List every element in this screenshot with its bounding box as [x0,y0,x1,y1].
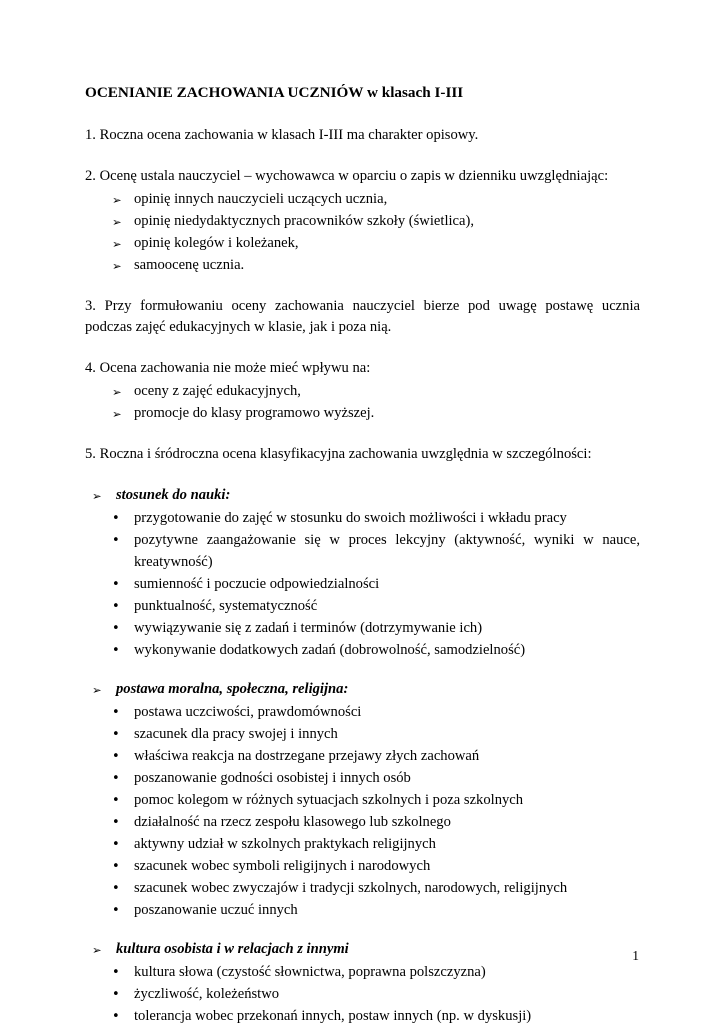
list-item-text: życzliwość, koleżeństwo [134,985,280,1002]
arrow-bullet-icon: ➢ [112,258,122,273]
arrow-bullet-icon: ➢ [92,942,102,957]
list-item-text: promocje do klasy programowo wyższej. [134,405,375,422]
dot-bullet-icon: • [112,748,120,764]
list-item [85,878,640,900]
dot-bullet-icon: • [112,511,120,527]
dot-bullet-icon: • [112,620,120,636]
list-item-text: aktywny udział w szkolnych praktykach religijnych [134,835,436,852]
list-item-text: szacunek wobec symboli religijnych i narodowych [134,857,431,874]
section-heading-text: postawa moralna, społeczna, religijna: [116,680,349,697]
section-heading-text: kultura osobista i w relacjach z innymi [116,940,349,957]
list-item-text: poszanowanie uczuć innych [134,901,298,918]
list-item-text: tolerancja wobec przekonań innych, postaw innych (np. w dyskusji) [134,1007,532,1024]
list-item [85,856,640,878]
dot-bullet-icon: • [112,986,120,1002]
dot-bullet-icon: • [112,814,120,830]
arrow-bullet-icon: ➢ [92,489,102,504]
dot-bullet-icon: • [112,576,120,592]
dot-bullet-icon: • [112,836,120,852]
list-item [85,790,640,812]
list-item [85,962,640,984]
list-item [85,508,640,530]
arrow-bullet-icon: ➢ [112,385,122,400]
dot-bullet-icon: • [112,533,120,549]
dot-bullet-icon: • [112,902,120,918]
list-item-text: postawa uczciwości, prawdomówności [134,703,362,720]
list-item [85,530,640,574]
dot-bullet-icon: • [112,858,120,874]
dot-bullet-icon: • [112,1008,120,1024]
list-item-text: opinię innych nauczycieli uczących ucznia, [134,190,388,207]
list-item [85,233,640,255]
list-item [85,724,640,746]
section-kultura-osobista [85,939,640,1024]
section-heading [85,679,640,701]
arrow-bullet-icon: ➢ [112,236,122,251]
list-item [85,189,640,211]
arrow-list-2 [85,189,640,277]
arrow-bullet-icon: ➢ [92,682,102,697]
list-item-text: przygotowanie do zajęć w stosunku do swoich możliwości i wkładu pracy [134,510,567,527]
dot-bullet-icon: • [112,880,120,896]
dot-bullet-icon: • [112,642,120,658]
list-item-text: poszanowanie godności osobistej i innych osób [134,769,411,786]
list-item [85,746,640,768]
list-item-text: punktualność, systematyczność [134,597,318,614]
list-item [85,900,640,922]
list-item-text: właściwa reakcja na dostrzegane przejawy złych zachowań [134,747,480,764]
paragraph-2: 2. Ocenę ustala nauczyciel – wychowawca w oparciu o zapis w dzienniku uwzględniając: [85,167,609,184]
section-heading [85,939,640,961]
list-item-text: kultura słowa (czystość słownictwa, poprawna polszczyzna) [134,963,486,980]
dot-bullet-icon: • [112,770,120,786]
list-item-text: wykonywanie dodatkowych zadań (dobrowolność, samodzielność) [134,641,526,658]
list-item-text: wywiązywanie się z zadań i terminów (dotrzymywanie ich) [134,619,483,636]
list-item-text: opinię niedydaktycznych pracowników szkoły (świetlica), [134,212,475,229]
dot-bullet-icon: • [112,726,120,742]
list-item-text: pozytywne zaangażowanie się w proces lekcyjny (aktywność, wyniki w nauce, kreatywność) [134,532,640,571]
arrow-list-4 [85,381,640,425]
list-item [85,596,640,618]
arrow-bullet-icon: ➢ [112,192,122,207]
list-item [85,768,640,790]
list-item [85,834,640,856]
list-item [85,812,640,834]
arrow-bullet-icon: ➢ [112,214,122,229]
dot-bullet-icon: • [112,704,120,720]
page-title: OCENIANIE ZACHOWANIA UCZNIÓW w klasach I-III [85,84,464,101]
list-item-text: oceny z zajęć edukacyjnych, [134,383,301,400]
paragraph-3: 3. Przy formułowaniu oceny zachowania nauczyciel bierze pod uwagę postawę ucznia podczas zajęć edukacyjnych w klasie, jak i poza nią. [85,297,640,336]
list-item [85,1006,640,1024]
list-item [85,211,640,233]
list-item-text: szacunek wobec zwyczajów i tradycji szkolnych, narodowych, religijnych [134,879,568,896]
dot-bullet-icon: • [112,598,120,614]
list-item-text: sumienność i poczucie odpowiedzialności [134,575,380,592]
list-item [85,255,640,277]
list-item [85,702,640,724]
section-heading [85,485,640,507]
dot-bullet-icon: • [112,792,120,808]
section-stosunek-do-nauki [85,485,640,662]
list-item [85,403,640,425]
section-postawa-moralna [85,679,640,922]
list-item-text: pomoc kolegom w różnych sytuacjach szkolnych i poza szkolnych [134,791,524,808]
list-item [85,984,640,1006]
list-item [85,618,640,640]
list-item [85,574,640,596]
list-item-text: działalność na rzecz zespołu klasowego lub szkolnego [134,813,451,830]
paragraph-5: 5. Roczna i śródroczna ocena klasyfikacyjna zachowania uwzględnia w szczególności: [85,446,592,463]
dot-bullet-icon: • [112,964,120,980]
page-number: 1 [632,947,639,963]
list-item-text: samoocenę ucznia. [134,256,245,273]
arrow-bullet-icon: ➢ [112,407,122,422]
paragraph-4: 4. Ocena zachowania nie może mieć wpływu na: [85,360,371,377]
list-item [85,381,640,403]
list-item-text: opinię kolegów i koleżanek, [134,234,299,251]
list-item-text: szacunek dla pracy swojej i innych [134,725,338,742]
list-item [85,640,640,662]
section-heading-text: stosunek do nauki: [116,487,231,504]
paragraph-1: 1. Roczna ocena zachowania w klasach I-III ma charakter opisowy. [85,126,479,143]
